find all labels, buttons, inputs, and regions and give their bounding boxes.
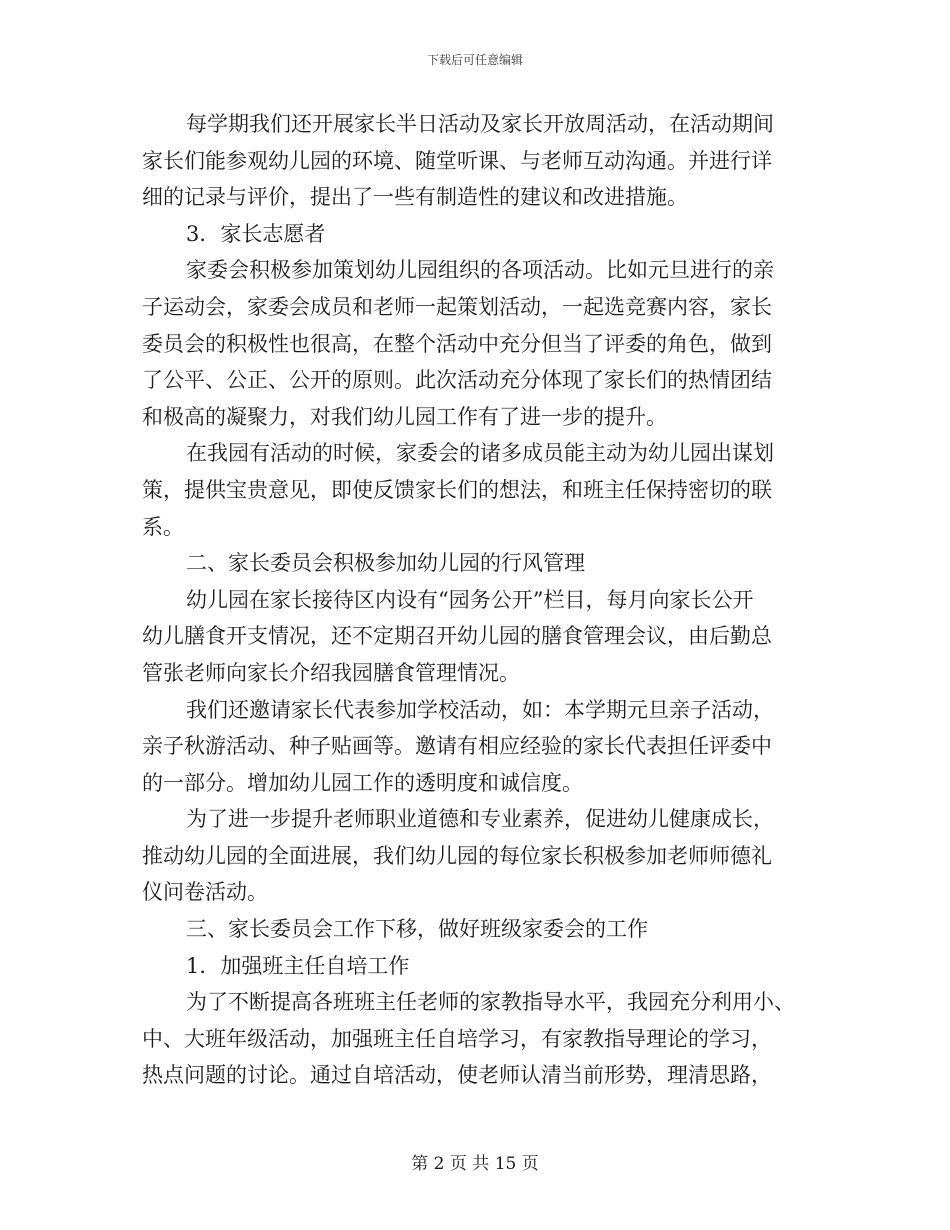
text-line: 热点问题的讨论。通过自培活动，使老师认清当前形势，理清思路， [142,1063,772,1088]
text-line: 委员会的积极性也很高，在整个活动中充分但当了评委的角色，做到 [142,331,772,356]
text-line: 子运动会，家委会成员和老师一起策划活动，一起选竞赛内容，家长 [142,294,772,319]
page-header: 下载后可任意编辑 [426,53,523,67]
text-line: 推动幼儿园的全面进展，我们幼儿园的每位家长积极参加老师师德礼 [142,843,772,868]
text-line: 我们还邀请家长代表参加学校活动，如：本学期元旦亲子活动， [186,697,774,722]
text-line: 和极高的凝聚力，对我们幼儿园工作有了进一步的提升。 [142,404,667,429]
page-number: 第 2 页 共 15 页 [411,1154,539,1174]
text-line: 了公平、公正、公开的原则。此次活动充分体现了家长们的热情团结 [142,368,772,393]
text-line: 1．加强班主任自培工作 [186,953,410,978]
text-line: 为了不断提高各班班主任老师的家教指导水平，我园充分利用小、 [186,990,795,1015]
text-line: 在我园有活动的时候，家委会的诸多成员能主动为幼儿园出谋划 [186,441,774,466]
document-body [142,106,812,1094]
text-line: 家长们能参观幼儿园的环境、随堂听课、与老师互动沟通。并进行详 [142,148,772,173]
text-line: 为了进一步提升老师职业道德和专业素养，促进幼儿健康成长， [186,807,774,832]
text-line: 每学期我们还开展家长半日活动及家长开放周活动，在活动期间 [186,112,774,136]
text-line: 幼儿园在家长接待区内设有“园务公开”栏目，每月向家长公开 [186,587,754,612]
text-line: 策，提供宝贵意见，即使反馈家长们的想法，和班主任保持密切的联 [142,477,772,502]
text-line: 管张老师向家长介绍我园膳食管理情况。 [142,660,520,685]
text-line: 仪问卷活动。 [142,880,268,905]
text-line: 细的记录与评价，提出了一些有制造性的建议和改进措施。 [142,185,688,210]
text-line: 幼儿膳食开支情况，还不定期召开幼儿园的膳食管理会议，由后勤总 [142,624,772,649]
text-line: 中、大班年级活动，加强班主任自培学习，有家教指导理论的学习， [142,1026,772,1051]
text-line: 家委会积极参加策划幼儿园组织的各项活动。比如元旦进行的亲 [186,258,774,283]
text-line: 三、家长委员会工作下移，做好班级家委会的工作 [186,917,648,942]
text-line: 的一部分。增加幼儿园工作的透明度和诚信度。 [142,770,583,795]
text-line: 3．家长志愿者 [186,221,326,246]
text-line: 二、家长委员会积极参加幼儿园的行风管理 [186,551,585,576]
text-line: 系。 [142,514,184,539]
text-line: 亲子秋游活动、种子贴画等。邀请有相应经验的家长代表担任评委中 [142,734,772,759]
